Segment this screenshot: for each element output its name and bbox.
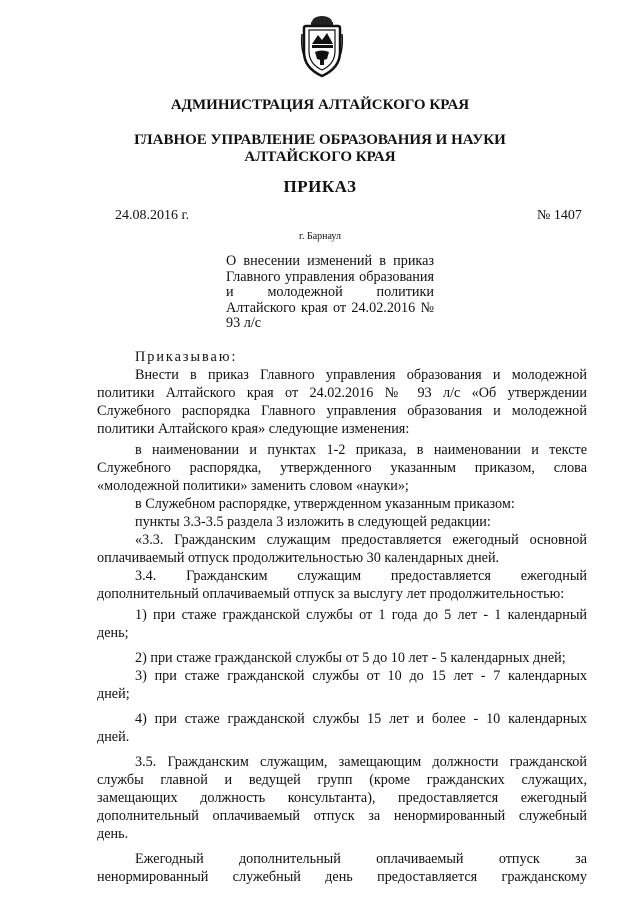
body-line: день; [97,625,129,641]
body-line: политики Алтайского края» следующие изменения: [97,421,410,437]
altai-krai-coat-of-arms-icon [298,14,346,78]
body-line: оплачиваемый отпуск продолжительностью 30 календарных дней. [97,550,500,566]
body-line: Внести в приказ Главного управления образования и молодежной [135,367,587,383]
document-date: 24.08.2016 г. [115,208,190,223]
body-line: «молодежной политики» заменить словом «науки»; [97,478,409,494]
body-line: Служебного распорядка, утвержденного указанным приказом, слова [97,460,587,476]
department-line-2: АЛТАЙСКОГО КРАЯ [244,149,396,165]
body-line: 3) при стаже гражданской службы от 10 до 15 лет - 7 календарных [135,668,587,684]
body-line: в наименовании и пунктах 1-2 приказа, в наименовании и тексте [135,442,587,458]
order-verb: Приказываю: [135,349,238,365]
body-line: пункты 3.3-3.5 раздела 3 изложить в следующей редакции: [135,514,491,530]
body-line: «3.3. Гражданским служащим предоставляется ежегодный основной [135,532,587,548]
body-line: Служебного распорядка Главного управления образования и молодежной [97,403,587,419]
document-city: г. Барнаул [299,231,341,242]
body-line: 1) при стаже гражданской службы от 1 года до 5 лет - 1 календарный [135,607,587,623]
department-line-1: ГЛАВНОЕ УПРАВЛЕНИЕ ОБРАЗОВАНИЯ И НАУКИ [134,132,506,148]
document-number: № 1407 [537,208,582,223]
org-name: АДМИНИСТРАЦИЯ АЛТАЙСКОГО КРАЯ [170,97,470,113]
body-line: дополнительный оплачиваемый отпуск за ненормированный служебный [97,808,587,824]
body-line: дополнительный оплачиваемый отпуск за выслугу лет продолжительностью: [97,586,565,602]
body-line: в Служебном распорядке, утвержденном указанным приказом: [135,496,515,512]
body-line: ненормированный служебный день предоставляется гражданскому [97,869,587,885]
body-line: дней; [97,686,130,702]
body-line: Ежегодный дополнительный оплачиваемый отпуск за [135,851,587,867]
body-line: 2) при стаже гражданской службы от 5 до 10 лет - 5 календарных дней; [135,650,566,666]
document-body [97,348,587,886]
body-line: 3.4. Гражданским служащим предоставляется ежегодный [135,568,587,584]
body-line: политики Алтайского края от 24.02.2016 № 93 л/с «Об утверждении [97,385,587,401]
body-line: дней. [97,729,130,745]
body-line: 4) при стаже гражданской службы 15 лет и более - 10 календарных [135,711,587,727]
body-line: замещающих должность консультанта), предоставляется ежегодный [97,790,587,806]
body-line: день. [97,826,129,842]
document-subject: О внесении изменений в приказ Главного управления образования и молодежной политики Алтайского края от 24.02.2016 № 93 л/с [226,253,434,331]
body-line: 3.5. Гражданским служащим, замещающим должности гражданской [135,754,587,770]
department-name [0,132,640,166]
body-line: службы главной и ведущей групп (кроме гражданских служащих, [97,772,587,788]
document-title: ПРИКАЗ [283,177,357,196]
